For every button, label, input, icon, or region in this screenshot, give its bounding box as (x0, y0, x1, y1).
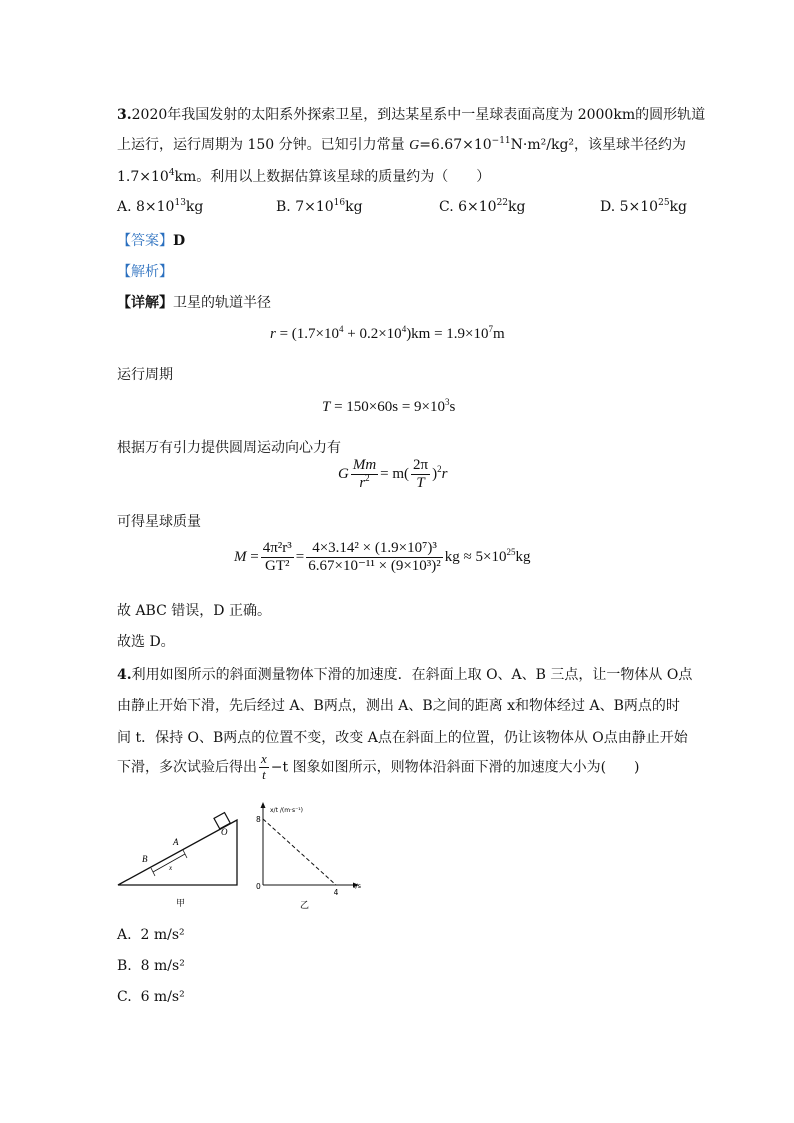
q4-line1-text: 利用如图所示的斜面测量物体下滑的加速度．在斜面上取 O、A、B 三点，让一物体从 O点 (131, 667, 693, 683)
q4-line4-a: 下滑，多次试验后得出 (117, 759, 257, 776)
eq4-tail-exp: 25 (506, 547, 516, 558)
option-base: 6×10 (458, 199, 497, 215)
eq1-d: m (493, 326, 505, 342)
q3-line3-b: km。利用以上数据估算该星球的质量约为（ ） (174, 169, 491, 185)
origin-label: 0 (256, 882, 261, 891)
q3-line2-G: G (409, 138, 420, 153)
eq1-e2: 4 (401, 324, 407, 334)
option-label: A. (117, 927, 132, 943)
answer-value: D (173, 233, 186, 249)
eq4-num1: 4π²r³ (262, 540, 292, 556)
eq4-tail: kg ≈ 5×10 (444, 549, 507, 566)
eq1-c: )km = 1.9×10 (406, 326, 489, 342)
eq4-frac2 (306, 540, 443, 576)
x-axis-label: t/s (352, 882, 361, 890)
label-A: A (173, 837, 179, 847)
option-label: D. (600, 199, 616, 215)
caption-jia: 甲 (176, 899, 186, 909)
y-axis-label: x/t /(m·s⁻¹) (270, 807, 303, 814)
distance-tick-b (151, 868, 155, 876)
q3-line-1 (117, 104, 705, 124)
eq2-b: s (449, 399, 456, 415)
option-text: 6 m/s² (140, 989, 185, 1005)
option-exp: 13 (174, 198, 186, 208)
option-label: C. (117, 989, 132, 1005)
q4-line-2: 由静止开始下滑，先后经过 A、B两点，测出 A、B之间的距离 x和物体经过 A、B两点的时 (117, 698, 680, 714)
q4-line4-b: −t 图象如图所示，则物体沿斜面下滑的加速度大小为( ) (270, 759, 640, 776)
q3-option-c[interactable] (439, 199, 525, 215)
q4-option-c[interactable] (117, 989, 185, 1005)
eq4-den1: GT² (261, 557, 294, 575)
label-x: x (169, 864, 173, 872)
eq3-den-exp: 2 (365, 473, 370, 484)
equation-orbit-radius (270, 326, 505, 343)
label-O: O (221, 827, 228, 837)
q4-line-3: 间 t．保持 O、B两点的位置不变，改变 A点在斜面上的位置，仍让该物体从 O点由静止开始 (117, 730, 688, 746)
q3-option-b[interactable] (276, 199, 363, 215)
y-axis-arrow (261, 802, 266, 808)
q3-number: 3. (117, 107, 132, 123)
option-label: B. (117, 958, 132, 974)
eq3-r: r (441, 466, 448, 483)
answer-line (117, 230, 185, 250)
q3-line2-b: =6.67×10 (419, 137, 492, 153)
q3-line3-exp: 4 (168, 168, 175, 178)
option-label: B. (276, 199, 291, 215)
xt-t-graph (248, 800, 368, 912)
eq2-e1: 3 (445, 397, 450, 407)
option-base: 7×10 (295, 199, 334, 215)
eq2-a: = 150×60s = 9×10 (334, 399, 446, 415)
eq3-end: ) (432, 466, 438, 483)
mass-text: 可得星球质量 (117, 514, 201, 530)
q4-frac-den: t (259, 767, 269, 783)
distance-tick-a (183, 850, 187, 858)
q3-line-2 (117, 134, 686, 154)
eq3-den2: T (411, 474, 430, 492)
q4-number: 4. (117, 667, 132, 683)
conclusion-1: 故 ABC 错误，D 正确。 (117, 603, 271, 619)
detail-text: 卫星的轨道半径 (173, 295, 271, 311)
option-label: A. (117, 199, 132, 215)
answer-tag: 【答案】 (117, 233, 173, 249)
option-label: C. (439, 199, 454, 215)
label-B: B (142, 854, 148, 864)
eq1-e1: 4 (339, 324, 344, 334)
option-unit: kg (508, 199, 526, 215)
data-line (263, 819, 336, 885)
eq3-den-wrap (351, 474, 378, 492)
q3-option-d[interactable] (600, 199, 687, 215)
equation-gravity-centripetal (338, 457, 447, 493)
eq3-G: G (338, 466, 349, 483)
eq4-den2: 6.67×10⁻¹¹ × (9×10³)² (308, 558, 441, 575)
q3-line2-exp: −11 (491, 136, 511, 146)
eq4-lhs: M (234, 549, 247, 566)
option-exp: 25 (658, 198, 670, 208)
eq3-num: Mm (352, 457, 377, 473)
q4-line-1 (117, 664, 692, 684)
incline-triangle (118, 820, 237, 885)
eq1-a: = (1.7×10 (279, 326, 340, 342)
option-base: 5×10 (619, 199, 659, 215)
eq4-num2: 4×3.14² × (1.9×10⁷)³ (312, 540, 437, 556)
detail-tag: 【详解】 (117, 295, 173, 311)
q4-line-4 (117, 752, 640, 783)
q3-line2-c: N·m²/kg²，该星球半径约为 (510, 137, 687, 153)
detail-line (117, 292, 271, 312)
eq3-frac2 (411, 457, 430, 493)
eq3-frac1 (351, 457, 378, 493)
q3-line-3 (117, 166, 490, 186)
equation-star-mass: M = $\frac{\text{4π²r³}}{\text{GT²}}$ = $\frac{\text{4×3.14² × (1.9×10⁷)³}}{\text{6.67×10⁻¹¹ × (9×10³)²}}$ kg ≈ $5\times 10^{25}kg$ (234, 540, 531, 575)
option-text: 2 m/s² (140, 927, 185, 943)
q3-line2-a: 上运行，运行周期为 150 分钟。已知引力常量 (117, 137, 410, 153)
q4-frac-num: x (261, 751, 267, 766)
eq4-frac1 (261, 540, 294, 576)
q3-line1-text: 2020年我国发射的太阳系外探索卫星，到达某星系中一星球表面高度为 2000km的圆形轨道 (131, 107, 706, 123)
option-text: 8 m/s² (140, 958, 185, 974)
option-base: 8×10 (136, 199, 175, 215)
option-unit: kg (345, 199, 363, 215)
q4-option-a[interactable] (117, 927, 185, 943)
caption-yi: 乙 (300, 901, 310, 911)
q3-line3-a: 1.7×10 (117, 169, 169, 185)
eq1-b: + 0.2×10 (343, 326, 402, 342)
eq1-lhs: r (270, 326, 276, 342)
eq3-num2: 2π (413, 457, 429, 473)
option-exp: 22 (496, 198, 509, 208)
q4-frac (259, 752, 269, 783)
conclusion-2: 故选 D。 (117, 634, 175, 650)
option-unit: kg (185, 199, 204, 215)
eq3-den: r (359, 475, 366, 492)
eq1-e3: 7 (488, 324, 494, 334)
q4-option-b[interactable] (117, 958, 185, 974)
equation-period (322, 399, 455, 416)
eq4-tail-unit: kg (515, 549, 531, 566)
incline-figure (115, 810, 245, 910)
x-tick-label: 4 (333, 888, 339, 897)
option-exp: 16 (333, 198, 346, 208)
period-text: 运行周期 (117, 367, 173, 383)
option-unit: kg (669, 199, 687, 215)
eq3-mid: = m( (380, 466, 410, 483)
y-tick-label: 8 (256, 815, 261, 824)
q3-option-a[interactable] (117, 199, 203, 215)
analysis-tag: 【解析】 (117, 264, 173, 280)
gravity-text: 根据万有引力提供圆周运动向心力有 (117, 440, 341, 456)
eq2-lhs: T (322, 399, 331, 415)
eq3-end-exp: 2 (437, 464, 442, 475)
